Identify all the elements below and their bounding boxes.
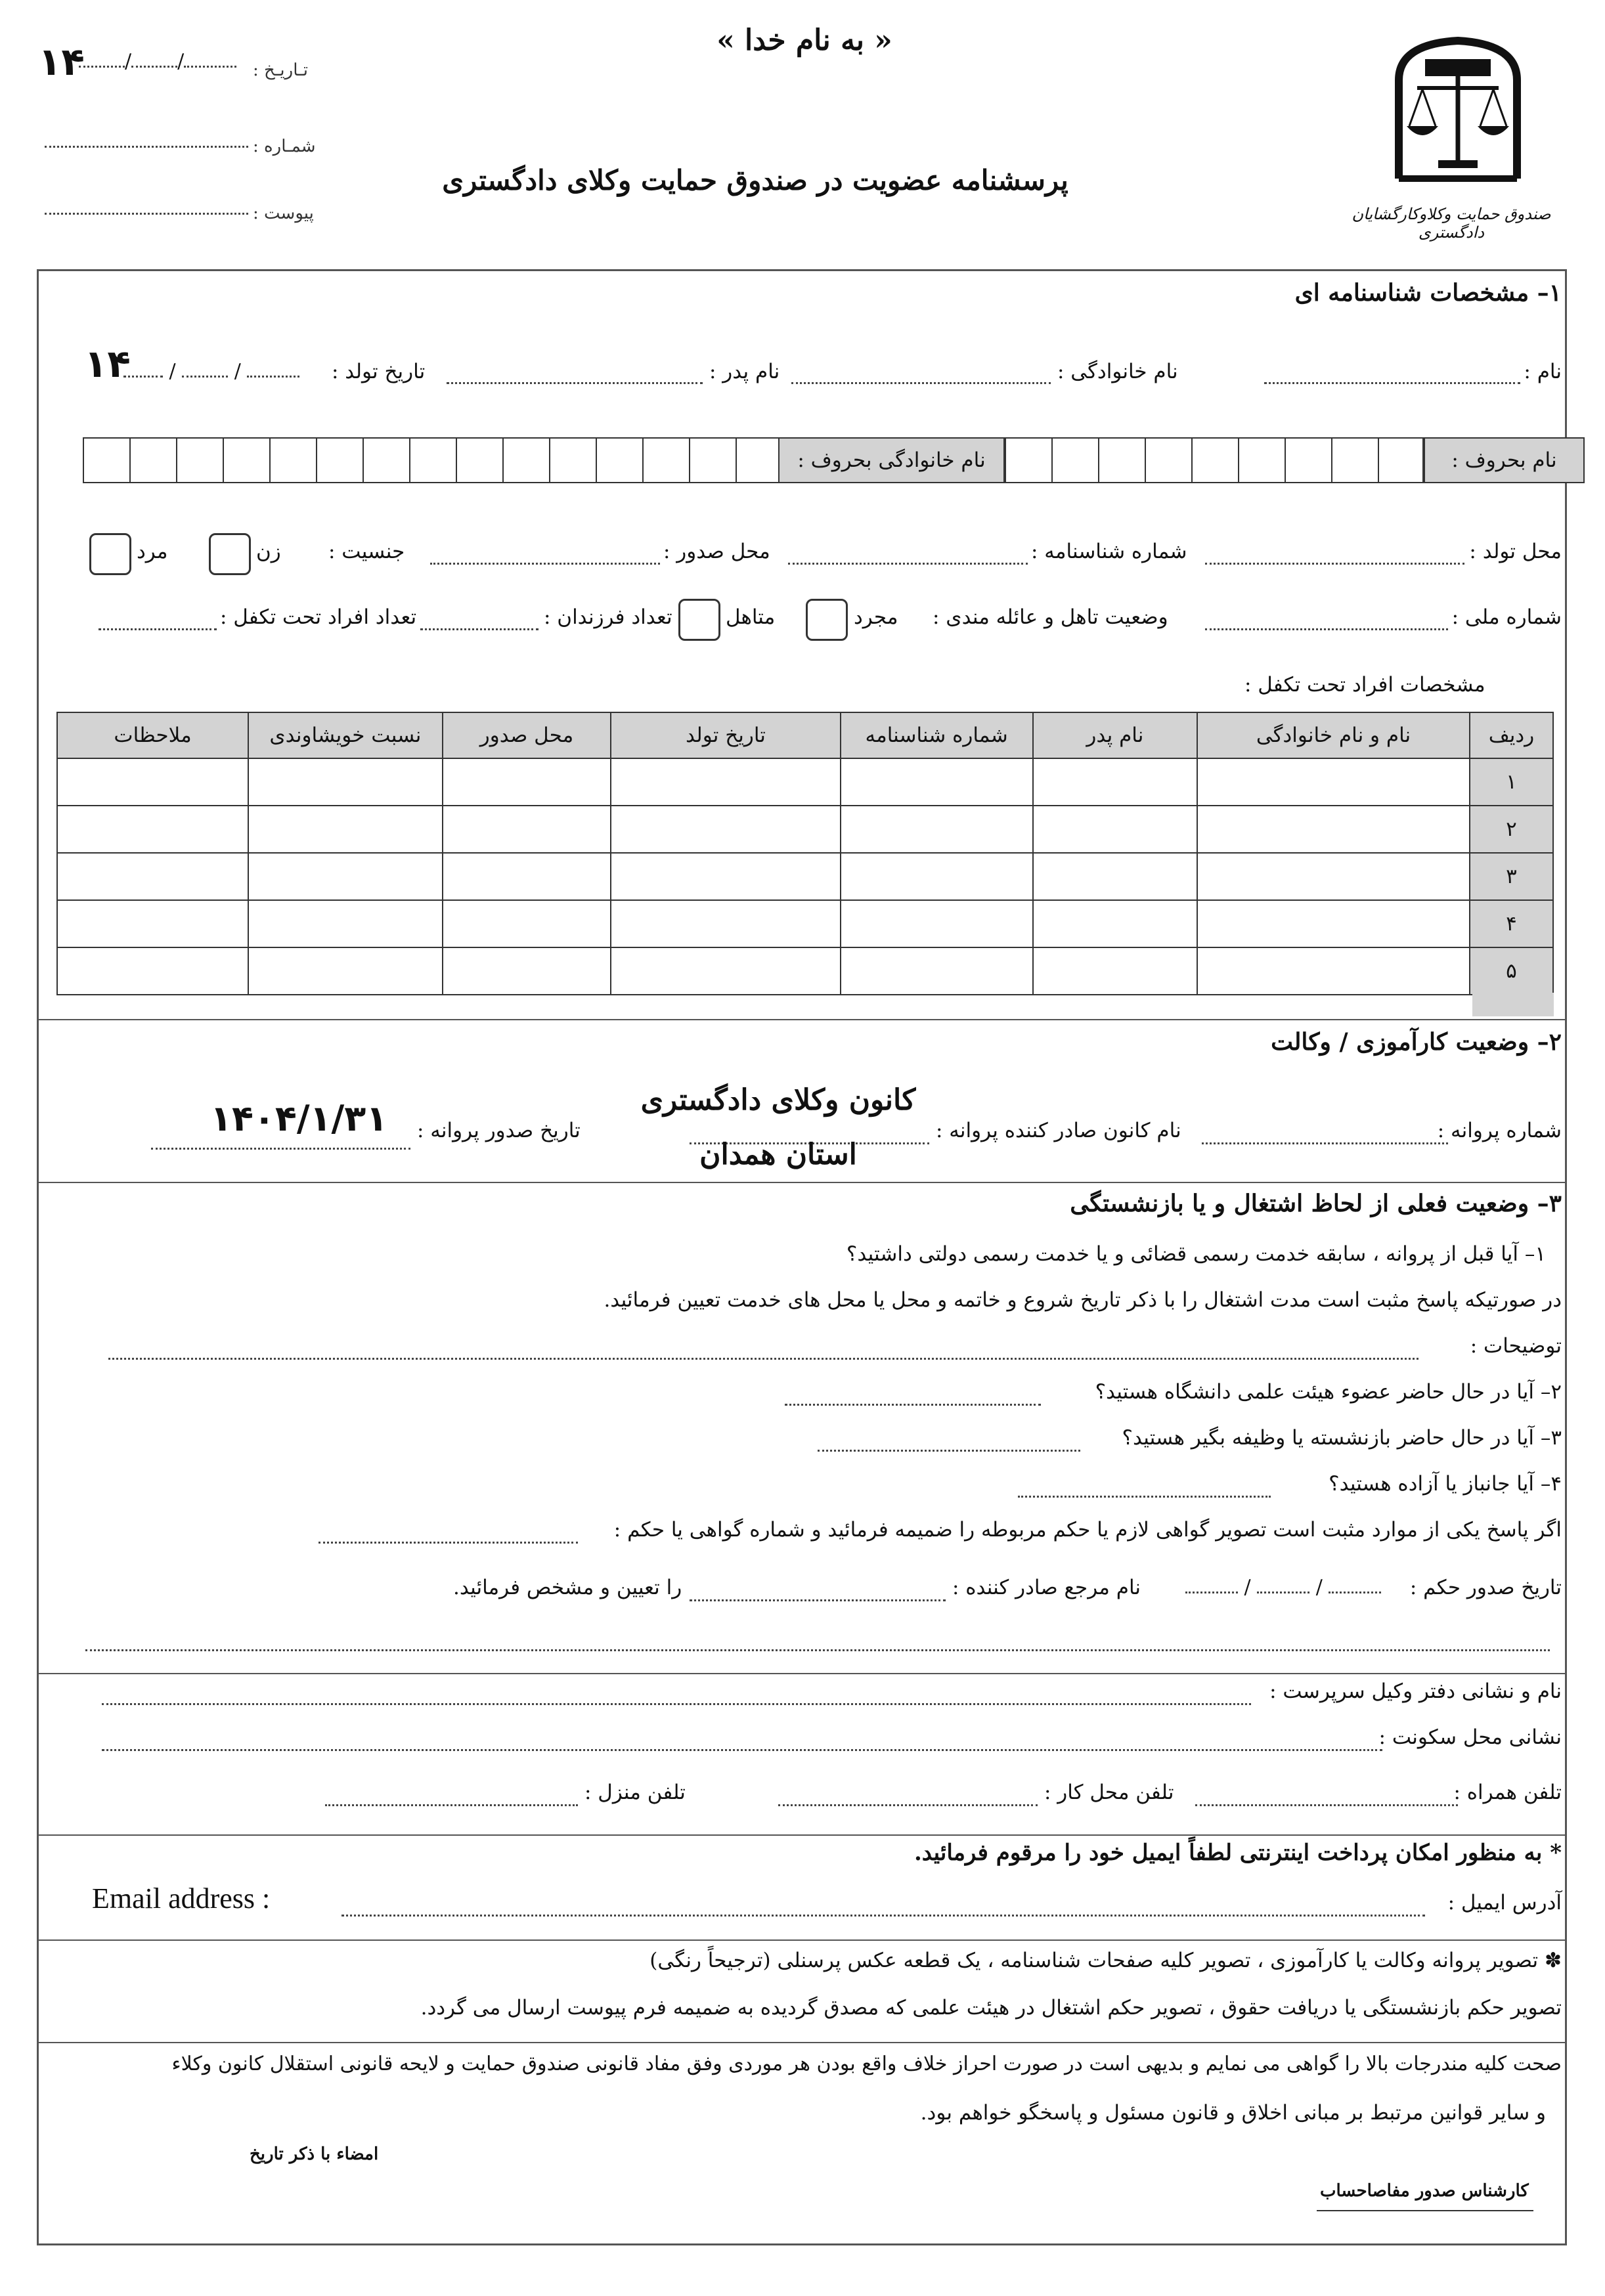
cell-birthdate[interactable] <box>611 853 840 900</box>
birthplace-label: محل تولد : <box>1469 540 1562 563</box>
row-number: ۵ <box>1470 947 1553 995</box>
row-number: ۴ <box>1470 900 1553 947</box>
name-label: نام : <box>1524 360 1562 383</box>
cell-id-number[interactable] <box>841 853 1033 900</box>
name-field[interactable] <box>1264 374 1520 387</box>
family-field[interactable] <box>791 374 1051 387</box>
children-label: تعداد فرزندان : <box>544 605 672 629</box>
expert-underline <box>1317 2210 1533 2211</box>
mobile-field[interactable] <box>1195 1796 1458 1809</box>
license-number-label: شماره پروانه : <box>1437 1119 1562 1142</box>
row-number: ۳ <box>1470 853 1553 900</box>
specify-label: را تعیین و مشخص فرمائید. <box>453 1576 682 1599</box>
table-row <box>57 947 1553 995</box>
question-4: ۴– آیا جانباز یا آزاده هستید؟ <box>1329 1472 1562 1496</box>
cell-fullname[interactable] <box>1197 947 1470 995</box>
email-input[interactable] <box>341 1907 1425 1919</box>
cell-id-number[interactable] <box>841 947 1033 995</box>
issue-place-field[interactable] <box>430 555 660 567</box>
declaration-line1: صحت کلیه مندرجات بالا را گواهی می نمایم و بدیهی است در صورت احراز خلاف واقع بودن هر موردی وفق مفاد قانونی صندوق حمایت و لایحه قانونی استقلال کانون وکلاء <box>171 2052 1562 2075</box>
license-number-field[interactable] <box>1202 1135 1448 1147</box>
signature-label: امضاء با ذکر تاریخ <box>250 2144 379 2164</box>
explanations-field[interactable] <box>108 1350 1418 1362</box>
table-row-column-tail <box>1472 993 1554 1016</box>
attachments-line2: تصویر حکم بازنشستگی یا دریافت حقوق ، تصویر حکم اشتغال در هیئت علمی که مصدق گردیده به ضمیمه فرم پیوست ارسال می گردد. <box>420 1996 1562 2020</box>
female-checkbox[interactable] <box>209 533 251 575</box>
question-3: ۳– آیا در حال حاضر بازنشسته یا وظیفه بگیر هستید؟ <box>1122 1426 1562 1450</box>
question-2: ۲– آیا در حال حاضر عضوء هیئت علمی دانشگاه هستید؟ <box>1095 1380 1562 1404</box>
certificate-number-field[interactable] <box>319 1534 578 1546</box>
office-field[interactable] <box>102 1695 1251 1708</box>
divider-contact <box>37 1834 1567 1836</box>
id-number-label: شماره شناسنامه : <box>1031 540 1187 563</box>
female-label: زن <box>256 540 281 563</box>
cell-fullname[interactable] <box>1197 806 1470 853</box>
birthplace-field[interactable] <box>1205 555 1464 567</box>
section1-title: ۱– مشخصات شناسنامه ای <box>1294 279 1562 307</box>
logo-caption: صندوق حمایت وکلاوکارگشایان دادگستری <box>1352 205 1551 242</box>
question-4-field[interactable] <box>1018 1488 1271 1500</box>
single-label: مجرد <box>854 605 898 629</box>
home-phone-field[interactable] <box>325 1796 578 1809</box>
scales-of-justice-icon <box>1386 34 1530 185</box>
section3-title: ۳– وضعیت فعلی از لحاظ اشتغال و یا بازنشستگی <box>1070 1190 1562 1217</box>
attachments-line1: ✽ تصویر پروانه وکالت یا کارآموزی ، تصویر کلیه صفحات شناسنامه ، یک قطعه عکس پرسنلی (ترجیحاً رنگی) <box>649 1949 1562 1972</box>
cell-fullname[interactable] <box>1197 853 1470 900</box>
father-label: نام پدر : <box>709 360 780 383</box>
issue-date-value: ۱۴۰۴/۱/۳۱ <box>210 1098 388 1139</box>
issue-date-field[interactable] <box>151 1140 410 1152</box>
ruling-date-field[interactable]: / / <box>1185 1576 1409 1599</box>
col-fullname: نام و نام خانوادگی <box>1197 712 1470 758</box>
issuer-field[interactable] <box>690 1592 946 1604</box>
dependents-table <box>56 712 1554 995</box>
divider-section3 <box>37 1673 1567 1674</box>
cell-id-number[interactable] <box>841 806 1033 853</box>
name-letters-boxes[interactable] <box>1005 437 1424 483</box>
cell-birthdate[interactable] <box>611 947 840 995</box>
table-header-row <box>57 712 1553 758</box>
mobile-label: تلفن همراه : <box>1453 1781 1562 1804</box>
dependents-count-field[interactable] <box>99 620 217 633</box>
cell-relation[interactable] <box>248 853 442 900</box>
declaration-line2: و سایر قوانین مرتبط بر مبانی اخلاق و قانون مسئول و پاسخگو خواهم بود. <box>920 2101 1546 2125</box>
issue-date-label: تاریخ صدور پروانه : <box>417 1119 581 1142</box>
cell-birthdate[interactable] <box>611 758 840 806</box>
residence-label: نشانی محل سکونت : <box>1378 1725 1562 1749</box>
col-notes: ملاحظات <box>57 712 248 758</box>
page-header <box>0 0 1605 263</box>
work-phone-field[interactable] <box>778 1796 1038 1809</box>
male-label: مرد <box>137 540 168 563</box>
birthdate-label: تاریخ تولد : <box>332 360 426 383</box>
row-number: ۲ <box>1470 806 1553 853</box>
email-label-en: Email address : <box>92 1882 271 1915</box>
family-letters-boxes[interactable] <box>83 437 782 483</box>
col-relation: نسبت خویشاوندی <box>248 712 442 758</box>
residence-field[interactable] <box>102 1741 1382 1754</box>
email-label-fa: آدرس ایمیل : <box>1447 1891 1562 1915</box>
header-attachment-label: پیوست : <box>253 204 314 223</box>
question-1-note: در صورتیکه پاسخ مثبت است مدت اشتغال را با ذکر تاریخ شروع و خاتمه و محل یا محل های خدمت تعیین فرمائید. <box>604 1288 1562 1312</box>
id-number-field[interactable] <box>788 555 1028 567</box>
question-3-field[interactable] <box>818 1442 1080 1454</box>
header-attachment-line[interactable] <box>45 205 248 217</box>
bar-value-line2: استان همدان <box>699 1138 857 1171</box>
cell-notes[interactable] <box>57 758 248 806</box>
cell-relation[interactable] <box>248 900 442 947</box>
issuer-label: نام مرجع صادر کننده : <box>952 1576 1141 1599</box>
marital-label: وضعیت تاهل و عائله مندی : <box>933 605 1168 629</box>
explanations-label: توضیحات : <box>1470 1334 1562 1358</box>
col-birthdate: تاریخ تولد <box>611 712 840 758</box>
row-number: ۱ <box>1470 758 1553 806</box>
col-father: نام پدر <box>1033 712 1197 758</box>
cell-relation[interactable] <box>248 947 442 995</box>
cell-fullname[interactable] <box>1197 758 1470 806</box>
bismillah: « به نام خدا » <box>716 24 892 57</box>
cell-issue-place[interactable] <box>443 900 611 947</box>
ruling-extra-field[interactable] <box>85 1641 1550 1654</box>
header-date-line[interactable]: / / <box>79 50 250 76</box>
email-note: * به منظور امکان پرداخت اینترنتی لطفاً ایمیل خود را مرقوم فرمائید. <box>913 1840 1562 1866</box>
cell-issue-place[interactable] <box>443 806 611 853</box>
col-row-number: ردیف <box>1470 712 1553 758</box>
table-row <box>57 806 1553 853</box>
cell-father[interactable] <box>1033 758 1197 806</box>
divider-email <box>37 1939 1567 1941</box>
cell-id-number[interactable] <box>841 900 1033 947</box>
home-phone-label: تلفن منزل : <box>584 1781 686 1804</box>
organization-logo <box>1386 34 1530 192</box>
cell-father[interactable] <box>1033 853 1197 900</box>
cell-issue-place[interactable] <box>443 853 611 900</box>
divider-section1 <box>37 1019 1567 1020</box>
cell-notes[interactable] <box>57 900 248 947</box>
cell-fullname[interactable] <box>1197 900 1470 947</box>
divider-section2 <box>37 1182 1567 1183</box>
table-row <box>57 853 1553 900</box>
header-date-value: ۱۴ <box>38 39 85 84</box>
cell-notes[interactable] <box>57 806 248 853</box>
gender-label: جنسیت : <box>328 540 405 563</box>
bar-value-line1: کانون وکلای دادگستری <box>640 1083 916 1117</box>
divider-attachments <box>37 2042 1567 2043</box>
form-title: پرسشنامه عضویت در صندوق حمایت وکلای دادگستری <box>442 164 1068 196</box>
cell-id-number[interactable] <box>841 758 1033 806</box>
question-2-field[interactable] <box>785 1396 1041 1408</box>
table-row <box>57 758 1553 806</box>
cell-father[interactable] <box>1033 900 1197 947</box>
male-checkbox[interactable] <box>89 533 131 575</box>
dependents-count-label: تعداد افراد تحت تکفل : <box>220 605 417 629</box>
cell-relation[interactable] <box>248 758 442 806</box>
birthdate-field[interactable]: / / <box>123 360 327 383</box>
cell-issue-place[interactable] <box>443 758 611 806</box>
positive-answer-note: اگر پاسخ یکی از موارد مثبت است تصویر گواهی لازم یا حکم مربوطه را ضمیمه فرمائید و شماره گواهی یا حکم : <box>613 1518 1562 1542</box>
section2-title: ۲– وضعیت کارآموزی / وکالت <box>1271 1028 1562 1056</box>
ruling-date-label: تاریخ صدور حکم : <box>1409 1576 1562 1599</box>
header-number-label: شمـاره : <box>253 137 316 156</box>
children-field[interactable] <box>420 620 539 633</box>
question-1: ۱– آیا قبل از پروانه ، سابقه خدمت رسمی قضائی و یا خدمت رسمی دولتی داشتید؟ <box>846 1242 1546 1266</box>
birth-year-value: ۱۴ <box>84 341 131 386</box>
national-id-field[interactable] <box>1205 620 1448 633</box>
bar-label: نام کانون صادر کننده پروانه : <box>936 1119 1181 1142</box>
office-label: نام و نشانی دفتر وکیل سرپرست : <box>1269 1679 1562 1703</box>
col-id-number: شماره شناسنامه <box>841 712 1033 758</box>
single-checkbox[interactable] <box>806 599 848 641</box>
cell-father[interactable] <box>1033 806 1197 853</box>
col-issue-place: محل صدور <box>443 712 611 758</box>
header-date-label: تـاریـخ : <box>253 60 308 80</box>
issue-place-label: محل صدور : <box>663 540 770 563</box>
table-row <box>57 900 1553 947</box>
family-letters-label: نام خانوادگی بحروف : <box>778 437 1005 483</box>
work-phone-label: تلفن محل کار : <box>1044 1781 1174 1804</box>
married-label: متاهل <box>726 605 776 629</box>
national-id-label: شماره ملی : <box>1451 605 1562 629</box>
cell-notes[interactable] <box>57 853 248 900</box>
name-letters-label: نام بحروف : <box>1424 437 1585 483</box>
cell-birthdate[interactable] <box>611 900 840 947</box>
signature-field[interactable] <box>197 2167 433 2206</box>
expert-label: کارشناس صدور مفاصاحساب <box>1320 2181 1529 2201</box>
cell-relation[interactable] <box>248 806 442 853</box>
married-checkbox[interactable] <box>678 599 720 641</box>
father-field[interactable] <box>447 374 703 387</box>
cell-issue-place[interactable] <box>443 947 611 995</box>
cell-birthdate[interactable] <box>611 806 840 853</box>
cell-father[interactable] <box>1033 947 1197 995</box>
header-number-line[interactable] <box>45 138 248 150</box>
family-label: نام خانوادگی : <box>1057 360 1178 383</box>
dependents-title: مشخصات افراد تحت تکفل : <box>1244 673 1485 697</box>
cell-notes[interactable] <box>57 947 248 995</box>
